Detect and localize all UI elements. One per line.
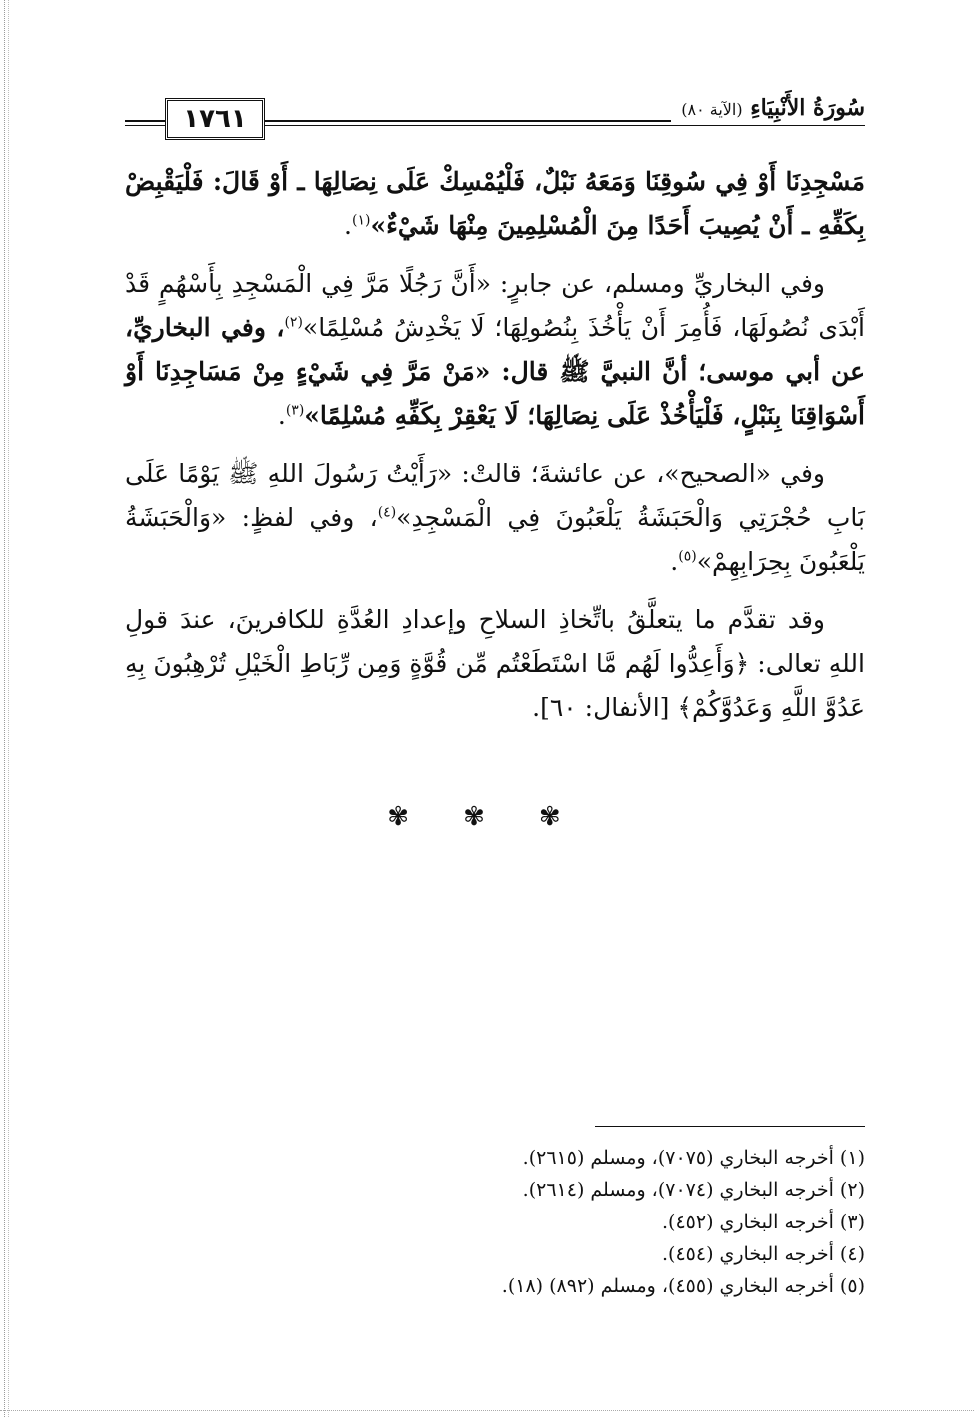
scan-edge-bottom <box>0 1410 974 1411</box>
paragraph-2: وفي البخاريِّ ومسلم، عن جابرٍ: «أَنَّ رَجُلًا مَرَّ فِي الْمَسْجِدِ بِأَسْهُمٍ قَدْ أَبْدَى نُصُولَهَا، فَأُمِرَ أَنْ يَأْخُذَ بِنُصُولِهَا؛ لَا يَخْدِشُ مُسْلِمًا»$^{(٢)}$، وفي البخاريِّ، عن أبي موسى؛ أنَّ النبيَّ ﷺ قال: «مَنْ مَرَّ فِي شَيْءٍ مِنْ مَسَاجِدِنَا أَوْ أَسْوَاقِنَا بِنَبْلٍ، فَلْيَأْخُذْ عَلَى نِصَالِهَا؛ لَا يَعْقِرْ بِكَفِّهِ مُسْلِمًا»$^{(٣)}$. <box>125 269 865 430</box>
paragraph-text: وقد تقدَّم ما يتعلَّقُ باتِّخاذِ السلاحِ وإعدادِ العُدَّةِ للكافرينَ، عندَ قولِ اللهِ تعالى: ﴿وَأَعِدُّوا لَهُم مَّا اسْتَطَعْتُم مِّن قُوَّةٍ وَمِن رِّبَاطِ الْخَيْلِ تُرْهِبُونَ بِهِ عَدُوَّ اللَّهِ وَعَدُوَّكُمْ﴾ [الأنفال: ٦٠]. <box>125 605 865 722</box>
footnote: (١) أخرجه البخاري (٧٠٧٥)، ومسلم (٢٦١٥). <box>522 1147 865 1169</box>
main-text <box>125 160 865 744</box>
page-number-box <box>165 98 265 140</box>
paragraph-text-continued: ، وفي لفظٍ: «وَالْحَبَشَةُ يَلْعَبُونَ بِحِرَابِهِمْ» <box>125 503 865 576</box>
ayah-reference: (الآية ٨٠) <box>681 100 743 119</box>
scan-edge-left <box>4 0 9 1417</box>
paragraph-4 <box>125 598 865 730</box>
footnote: (٢) أخرجه البخاري (٧٠٧٤)، ومسلم (٢٦١٤). <box>522 1179 865 1201</box>
paragraph-text-continued: ، وفي البخاريِّ، عن أبي موسى؛ أنَّ النبيَّ ﷺ قال: «مَنْ مَرَّ فِي شَيْءٍ مِنْ مَسَاجِدِنَا أَوْ أَسْوَاقِنَا بِنَبْلٍ، فَلْيَأْخُذْ عَلَى نِصَالِهَا؛ لَا يَعْقِرْ بِكَفِّهِ مُسْلِمًا» <box>125 313 865 430</box>
paragraph-1: مَسْجِدِنَا أَوْ فِي سُوقِنَا وَمَعَهُ نَبْلٌ، فَلْيُمْسِكْ عَلَى نِصَالِهَا ـ أَوْ قَالَ: فَلْيَقْبِضْ بِكَفِّهِ ـ أَنْ يُصِيبَ أَحَدًا مِنَ الْمُسْلِمِينَ مِنْهَا شَيْءٌ»$^{(١)}$. <box>125 167 865 240</box>
page-header <box>125 92 865 142</box>
footnote-ref: (٤) <box>377 504 397 521</box>
footnote-ref: (٣) <box>285 402 305 419</box>
footnote: (٤) أخرجه البخاري (٤٥٤). <box>661 1243 865 1265</box>
flower-ornament-icon: ✾ <box>463 802 511 832</box>
footnote-divider <box>595 1126 865 1127</box>
footnotes <box>125 1142 865 1302</box>
section-ornaments <box>0 802 974 832</box>
footnote-ref: (٥) <box>678 548 697 565</box>
footnote-ref: (٢) <box>284 314 303 331</box>
paragraph-text: وفي «الصحيح»، عن عائشةَ؛ قالتْ: «رَأَيْتُ رَسُولَ اللهِ ﷺ يَوْمًا عَلَى بَابِ حُجْرَتِي وَالْحَبَشَةُ يَلْعَبُونَ فِي الْمَسْجِدِ» <box>125 459 865 532</box>
footnote-ref: (١) <box>351 212 371 229</box>
running-title <box>671 94 865 124</box>
footnote: (٣) أخرجه البخاري (٤٥٢). <box>661 1211 865 1233</box>
paragraph-text: وفي البخاريِّ ومسلم، عن جابرٍ: «أَنَّ رَجُلًا مَرَّ فِي الْمَسْجِدِ بِأَسْهُمٍ قَدْ أَبْدَى نُصُولَهَا، فَأُمِرَ أَنْ يَأْخُذَ بِنُصُولِهَا؛ لَا يَخْدِشُ مُسْلِمًا» <box>125 269 865 342</box>
surah-title: سُورَةُ الأَنْبِيَاءِ <box>750 95 865 121</box>
paragraph-3: وفي «الصحيح»، عن عائشةَ؛ قالتْ: «رَأَيْتُ رَسُولَ اللهِ ﷺ يَوْمًا عَلَى بَابِ حُجْرَتِي وَالْحَبَشَةُ يَلْعَبُونَ فِي الْمَسْجِدِ»$^{(٤)}$، وفي لفظٍ: «وَالْحَبَشَةُ يَلْعَبُونَ بِحِرَابِهِمْ»$^{(٥)}$. <box>125 459 865 576</box>
footnote: (٥) أخرجه البخاري (٤٥٥)، ومسلم (٨٩٢) (١٨). <box>501 1275 865 1297</box>
hadith-text: مَسْجِدِنَا أَوْ فِي سُوقِنَا وَمَعَهُ نَبْلٌ، فَلْيُمْسِكْ عَلَى نِصَالِهَا ـ أَوْ قَالَ: فَلْيَقْبِضْ بِكَفِّهِ ـ أَنْ يُصِيبَ أَحَدًا مِنَ الْمُسْلِمِينَ مِنْهَا شَيْءٌ» <box>125 167 865 240</box>
flower-ornament-icon: ✾ <box>538 802 587 832</box>
page-number: ١٧٦١ <box>183 104 247 134</box>
flower-ornament-icon: ✾ <box>387 802 436 832</box>
